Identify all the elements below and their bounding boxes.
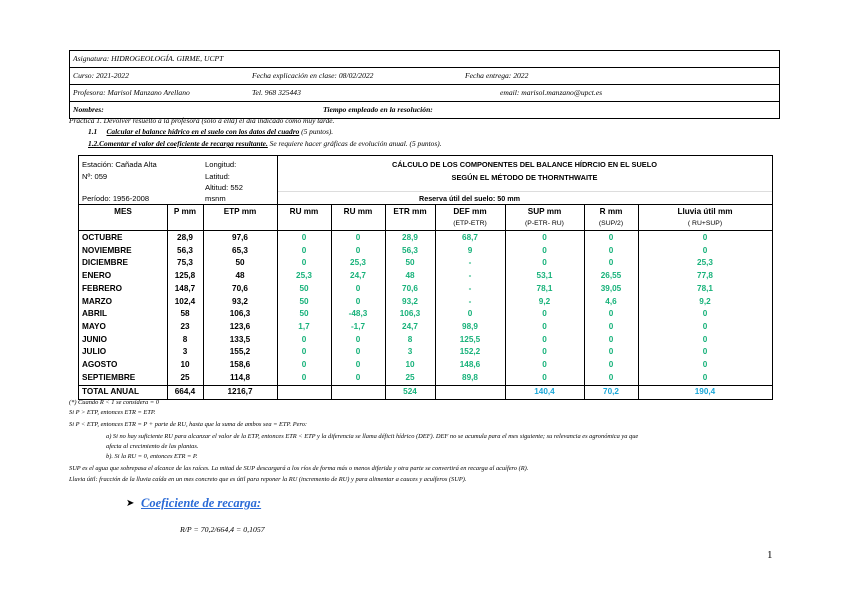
table-cell-ru2: 0 — [355, 360, 361, 369]
table-cell-def: 68,7 — [462, 233, 478, 242]
subheader-def: (ETP-ETR) — [453, 220, 487, 227]
table-cell-sup: 0 — [542, 309, 547, 319]
table-cell-etp: 48 — [235, 271, 245, 281]
table-cell-ru2: 0 — [355, 372, 361, 382]
table-cell-ru2: 0 — [355, 347, 361, 357]
col-header-r: R mm — [599, 207, 623, 216]
table-cell-etr: 25 — [405, 372, 415, 382]
note-8: Lluvia útil: fracción de la lluvia caída en un mes concreto que es útil para reponer la RU (incremento de RU) y para alimentar a cauces y acuíferos (SUP). — [69, 476, 467, 483]
table-cell-etr: 56,3 — [402, 245, 418, 255]
col-header-lluvia: Lluvia útil mm — [677, 207, 733, 216]
table-cell-sup: 0 — [542, 334, 547, 344]
table-cell-ru: 50 — [299, 283, 309, 293]
table-cell-p: 25 — [180, 372, 190, 382]
table-cell-sup: 0 — [542, 321, 547, 331]
table-row-month: OCTUBRE — [82, 233, 123, 242]
profesora-text: Profesora: Marisol Manzano Arellano — [73, 88, 190, 97]
table-cell-p: 125,8 — [174, 271, 196, 281]
col-header-def: DEF mm — [453, 207, 487, 216]
table-cell-etp: 65,3 — [232, 245, 248, 255]
table-cell-p: 58 — [180, 309, 190, 319]
fecha-entrega-text: Fecha entrega: 2022 — [465, 71, 529, 80]
table-row-month: JULIO — [82, 347, 107, 357]
subheader-lluvia: ( RU+SUP) — [687, 220, 723, 227]
table-cell-sup: 0 — [542, 233, 547, 242]
page-number: 1 — [767, 549, 773, 561]
table-cell-etr: 70,6 — [402, 283, 418, 293]
total-sup: 140,4 — [534, 387, 555, 396]
note-5: afecta al crecimiento de las plantas. — [106, 443, 199, 450]
table-cell-p: 148,7 — [174, 283, 196, 293]
table-cell-sup: 0 — [542, 258, 547, 268]
table-cell-etr: 8 — [407, 334, 413, 344]
table-cell-lu: 0 — [702, 321, 708, 331]
header-info-box — [69, 50, 780, 119]
table-cell-r: 0 — [608, 321, 614, 331]
table-cell-r: 0 — [608, 360, 614, 369]
table-cell-ru2: 24,7 — [350, 271, 366, 281]
item-1-1-rest: (5 puntos). — [299, 127, 334, 136]
table-cell-r: 0 — [608, 245, 614, 255]
table-cell-p: 56,3 — [177, 245, 193, 255]
item-1-2-rest: Se requiere hacer gráficas de evolución anual. (5 puntos). — [267, 139, 442, 148]
station-altitud: Altitud: 552 — [205, 183, 243, 192]
curso-text: Curso: 2021-2022 — [73, 71, 129, 80]
table-cell-def: - — [468, 296, 472, 306]
table-cell-def: - — [468, 258, 472, 268]
item-1-2-bold: 1.2.Comentar el valor del coeficiente de recarga resultante. — [88, 139, 268, 148]
table-cell-etr: 48 — [405, 271, 415, 281]
table-cell-ru: 0 — [301, 347, 307, 357]
station-altitud-unit: msnm — [205, 194, 226, 203]
email-text: email: marisol.manzano@upct.es — [500, 88, 603, 97]
table-cell-r: 0 — [608, 347, 614, 357]
table-cell-sup: 0 — [542, 245, 547, 255]
table-cell-etp: 114,8 — [229, 372, 251, 382]
table-cell-etp: 50 — [235, 258, 245, 268]
table-cell-ru2: 0 — [355, 334, 361, 344]
table-cell-ru2: -48,3 — [348, 309, 368, 319]
table-title-line2: SEGÚN EL MÉTODO DE THORNTHWAITE — [451, 173, 598, 182]
table-cell-def: 125,5 — [459, 334, 481, 344]
col-header-etp: ETP mm — [223, 207, 257, 216]
table-cell-def: 0 — [467, 309, 473, 319]
table-row-month: MAYO — [82, 321, 106, 331]
table-cell-r: 39,05 — [600, 283, 622, 293]
tiempo-label: Tiempo empleado en la resolución: — [323, 105, 433, 114]
table-cell-etp: 97,6 — [232, 233, 248, 242]
table-cell-def: 152,2 — [459, 347, 481, 357]
table-cell-p: 75,3 — [177, 258, 193, 268]
note-6: b). Si la RU = 0, entonces ETR = P. — [106, 453, 198, 460]
header-top-rule — [79, 204, 772, 205]
station-name: Estación: Cañada Alta — [82, 160, 157, 169]
table-cell-def: - — [468, 271, 472, 281]
table-cell-lu: 25,3 — [697, 258, 713, 268]
table-row-month: ENERO — [82, 271, 112, 281]
table-cell-sup: 0 — [542, 372, 547, 382]
table-cell-ru: 1,7 — [298, 321, 310, 331]
total-label: TOTAL ANUAL — [82, 387, 140, 396]
telefono-text: Tel. 968 325443 — [252, 88, 301, 97]
table-cell-def: 148,6 — [459, 360, 481, 369]
table-cell-ru2: 0 — [355, 283, 361, 293]
table-row-month: SEPTIEMBRE — [82, 372, 136, 382]
total-etr: 524 — [403, 387, 417, 396]
table-cell-ru: 50 — [299, 296, 309, 306]
table-cell-r: 0 — [608, 372, 614, 382]
table-cell-ru: 0 — [301, 360, 307, 369]
table-cell-ru2: 0 — [355, 245, 361, 255]
table-cell-sup: 53,1 — [536, 271, 553, 281]
table-cell-ru2: 0 — [355, 233, 361, 242]
table-cell-ru: 0 — [301, 258, 307, 268]
recharge-formula: R/P = 70,2/664,4 = 0,1057 — [180, 525, 265, 534]
table-cell-r: 0 — [608, 258, 614, 268]
subheader-sup: (P-ETR- RU) — [525, 220, 564, 227]
table-row-month: JUNIO — [82, 334, 108, 344]
item-1-1-bold: Calcular el balance hídrico en el suelo con los datos del cuadro — [106, 127, 300, 136]
curso-row — [70, 68, 779, 85]
table-cell-def: 9 — [467, 245, 473, 255]
table-cell-def: 98,9 — [462, 321, 478, 331]
table-cell-lu: 0 — [702, 233, 708, 242]
balance-table — [78, 155, 773, 400]
table-cell-ru: 0 — [301, 233, 307, 242]
table-cell-etp: 158,6 — [229, 360, 251, 369]
table-cell-etr: 106,3 — [399, 309, 421, 319]
table-cell-lu: 0 — [702, 360, 708, 369]
table-cell-p: 10 — [180, 360, 190, 369]
table-cell-lu: 78,1 — [697, 283, 713, 293]
table-cell-lu: 9,2 — [699, 296, 711, 306]
note-2: Si P > ETP, entonces ETR = ETP. — [69, 409, 156, 416]
table-cell-def: - — [468, 283, 472, 293]
table-cell-etp: 123,6 — [229, 321, 251, 331]
note-4: a) Si no hay suficiente RU para alcanzar el valor de la ETP, entonces ETR < ETP y la diferencia se llama déficit hídrico (DEF). DEF no se acumula para el mes siguiente; su relevancia es agronómica ya que — [106, 433, 639, 440]
table-cell-etr: 24,7 — [402, 321, 418, 331]
table-cell-lu: 0 — [702, 347, 708, 357]
table-cell-p: 3 — [182, 347, 188, 357]
item-1-1 — [88, 127, 333, 136]
col-header-ru: RU mm — [289, 207, 319, 216]
table-cell-ru: 0 — [301, 245, 307, 255]
table-cell-p: 8 — [182, 334, 188, 344]
table-cell-etp: 106,3 — [229, 309, 251, 319]
table-cell-etr: 10 — [405, 360, 415, 369]
table-cell-def: 89,8 — [462, 372, 478, 382]
asignatura-row — [70, 51, 779, 68]
table-row-month: DICIEMBRE — [82, 258, 128, 268]
note-7: SUP es el agua que sobrepasa el alcance de las raíces. La mitad de SUP descargará a los ríos de forma más o menos diferida y otra parte se convertirá en recarga al acuífero (R). — [69, 465, 529, 472]
table-row-month: MARZO — [82, 296, 113, 306]
total-etp: 1216,7 — [227, 387, 253, 396]
note-1: (*) Cuando R < 1 se considera = 0 — [69, 399, 159, 406]
table-cell-etr: 28,9 — [402, 233, 418, 242]
col-header-p: P mm — [173, 207, 197, 216]
table-row-month: NOVIEMBRE — [82, 245, 132, 255]
col-header-mes: MES — [114, 207, 132, 216]
table-row-month: ABRIL — [82, 309, 108, 319]
station-longitud: Longitud: — [205, 160, 237, 169]
total-r: 70,2 — [603, 387, 619, 396]
table-cell-etp: 133,5 — [229, 334, 251, 344]
table-cell-sup: 0 — [542, 360, 547, 369]
table-cell-etr: 3 — [407, 347, 413, 357]
table-cell-sup: 9,2 — [538, 296, 551, 306]
reserva-util-text: Reserva útil del suelo: 50 mm — [419, 194, 521, 203]
nombres-label: Nombres: — [73, 105, 104, 114]
profesora-row — [70, 85, 779, 102]
table-cell-r: 4,6 — [605, 296, 617, 306]
asignatura-text: Asignatura: HIDROGEOLOGÍA. GIRME, UCPT — [73, 54, 224, 63]
col-header-sup: SUP mm — [527, 207, 562, 216]
col-header-etr: ETR mm — [393, 207, 427, 216]
total-lluvia: 190,4 — [694, 387, 716, 396]
header-bottom-rule — [79, 230, 772, 231]
table-cell-ru2: 25,3 — [350, 258, 366, 268]
station-latitud: Latitud: — [205, 172, 230, 181]
table-cell-r: 0 — [608, 233, 614, 242]
note-3: Si P < ETP, entonces ETR = P + parte de RU, hasta que la suma de ambos sea = ETP. Pero: — [69, 421, 308, 428]
table-cell-ru: 0 — [301, 372, 307, 382]
table-cell-ru: 25,3 — [296, 271, 312, 281]
table-cell-sup: 78,1 — [536, 283, 553, 293]
table-cell-lu: 0 — [702, 309, 708, 319]
table-cell-etp: 70,6 — [232, 283, 248, 293]
reserva-rule — [277, 191, 772, 192]
total-p: 664,4 — [174, 387, 196, 396]
item-1-1-number: 1.1 — [88, 127, 98, 136]
table-cell-etr: 93,2 — [402, 296, 418, 306]
table-cell-ru: 50 — [299, 309, 309, 319]
table-cell-p: 23 — [180, 321, 190, 331]
table-cell-ru: 0 — [301, 334, 307, 344]
table-cell-lu: 77,8 — [697, 271, 713, 281]
table-cell-r: 0 — [608, 334, 614, 344]
table-cell-r: 26,55 — [600, 271, 622, 281]
coeficiente-heading: Coeficiente de recarga: — [141, 496, 262, 510]
table-cell-etp: 93,2 — [232, 296, 248, 306]
col-header-ru2: RU mm — [343, 207, 373, 216]
table-cell-ru2: -1,7 — [350, 321, 366, 331]
table-cell-p: 102,4 — [174, 296, 196, 306]
table-cell-lu: 0 — [702, 372, 708, 382]
table-cell-r: 0 — [608, 309, 614, 319]
table-cell-p: 28,9 — [177, 233, 193, 242]
total-row-rule — [79, 385, 772, 386]
table-cell-etr: 50 — [405, 258, 415, 268]
subheader-r: (SUP/2) — [598, 220, 624, 227]
table-title-line1: CÁLCULO DE LOS COMPONENTES DEL BALANCE HÍDRCIO EN EL SUELO — [392, 160, 657, 169]
table-cell-lu: 0 — [702, 334, 708, 344]
table-cell-etp: 155,2 — [229, 347, 251, 357]
table-cell-lu: 0 — [702, 245, 708, 255]
table-cell-ru2: 0 — [355, 296, 361, 306]
table-cell-sup: 0 — [542, 347, 547, 357]
table-row-month: AGOSTO — [82, 360, 118, 369]
arrow-bullet-icon: ➤ — [126, 498, 135, 509]
item-1-2 — [88, 139, 442, 148]
station-number: Nº: 059 — [82, 172, 108, 181]
station-period: Período: 1956-2008 — [82, 194, 150, 203]
table-row-month: FEBRERO — [82, 283, 123, 293]
fecha-explicacion-text: Fecha explicación en clase: 08/02/2022 — [252, 71, 374, 80]
practica-text: Práctica 1. Devolver resuelto a la profesora (sólo a ella) el día indicado como muy tarde. — [69, 116, 335, 125]
